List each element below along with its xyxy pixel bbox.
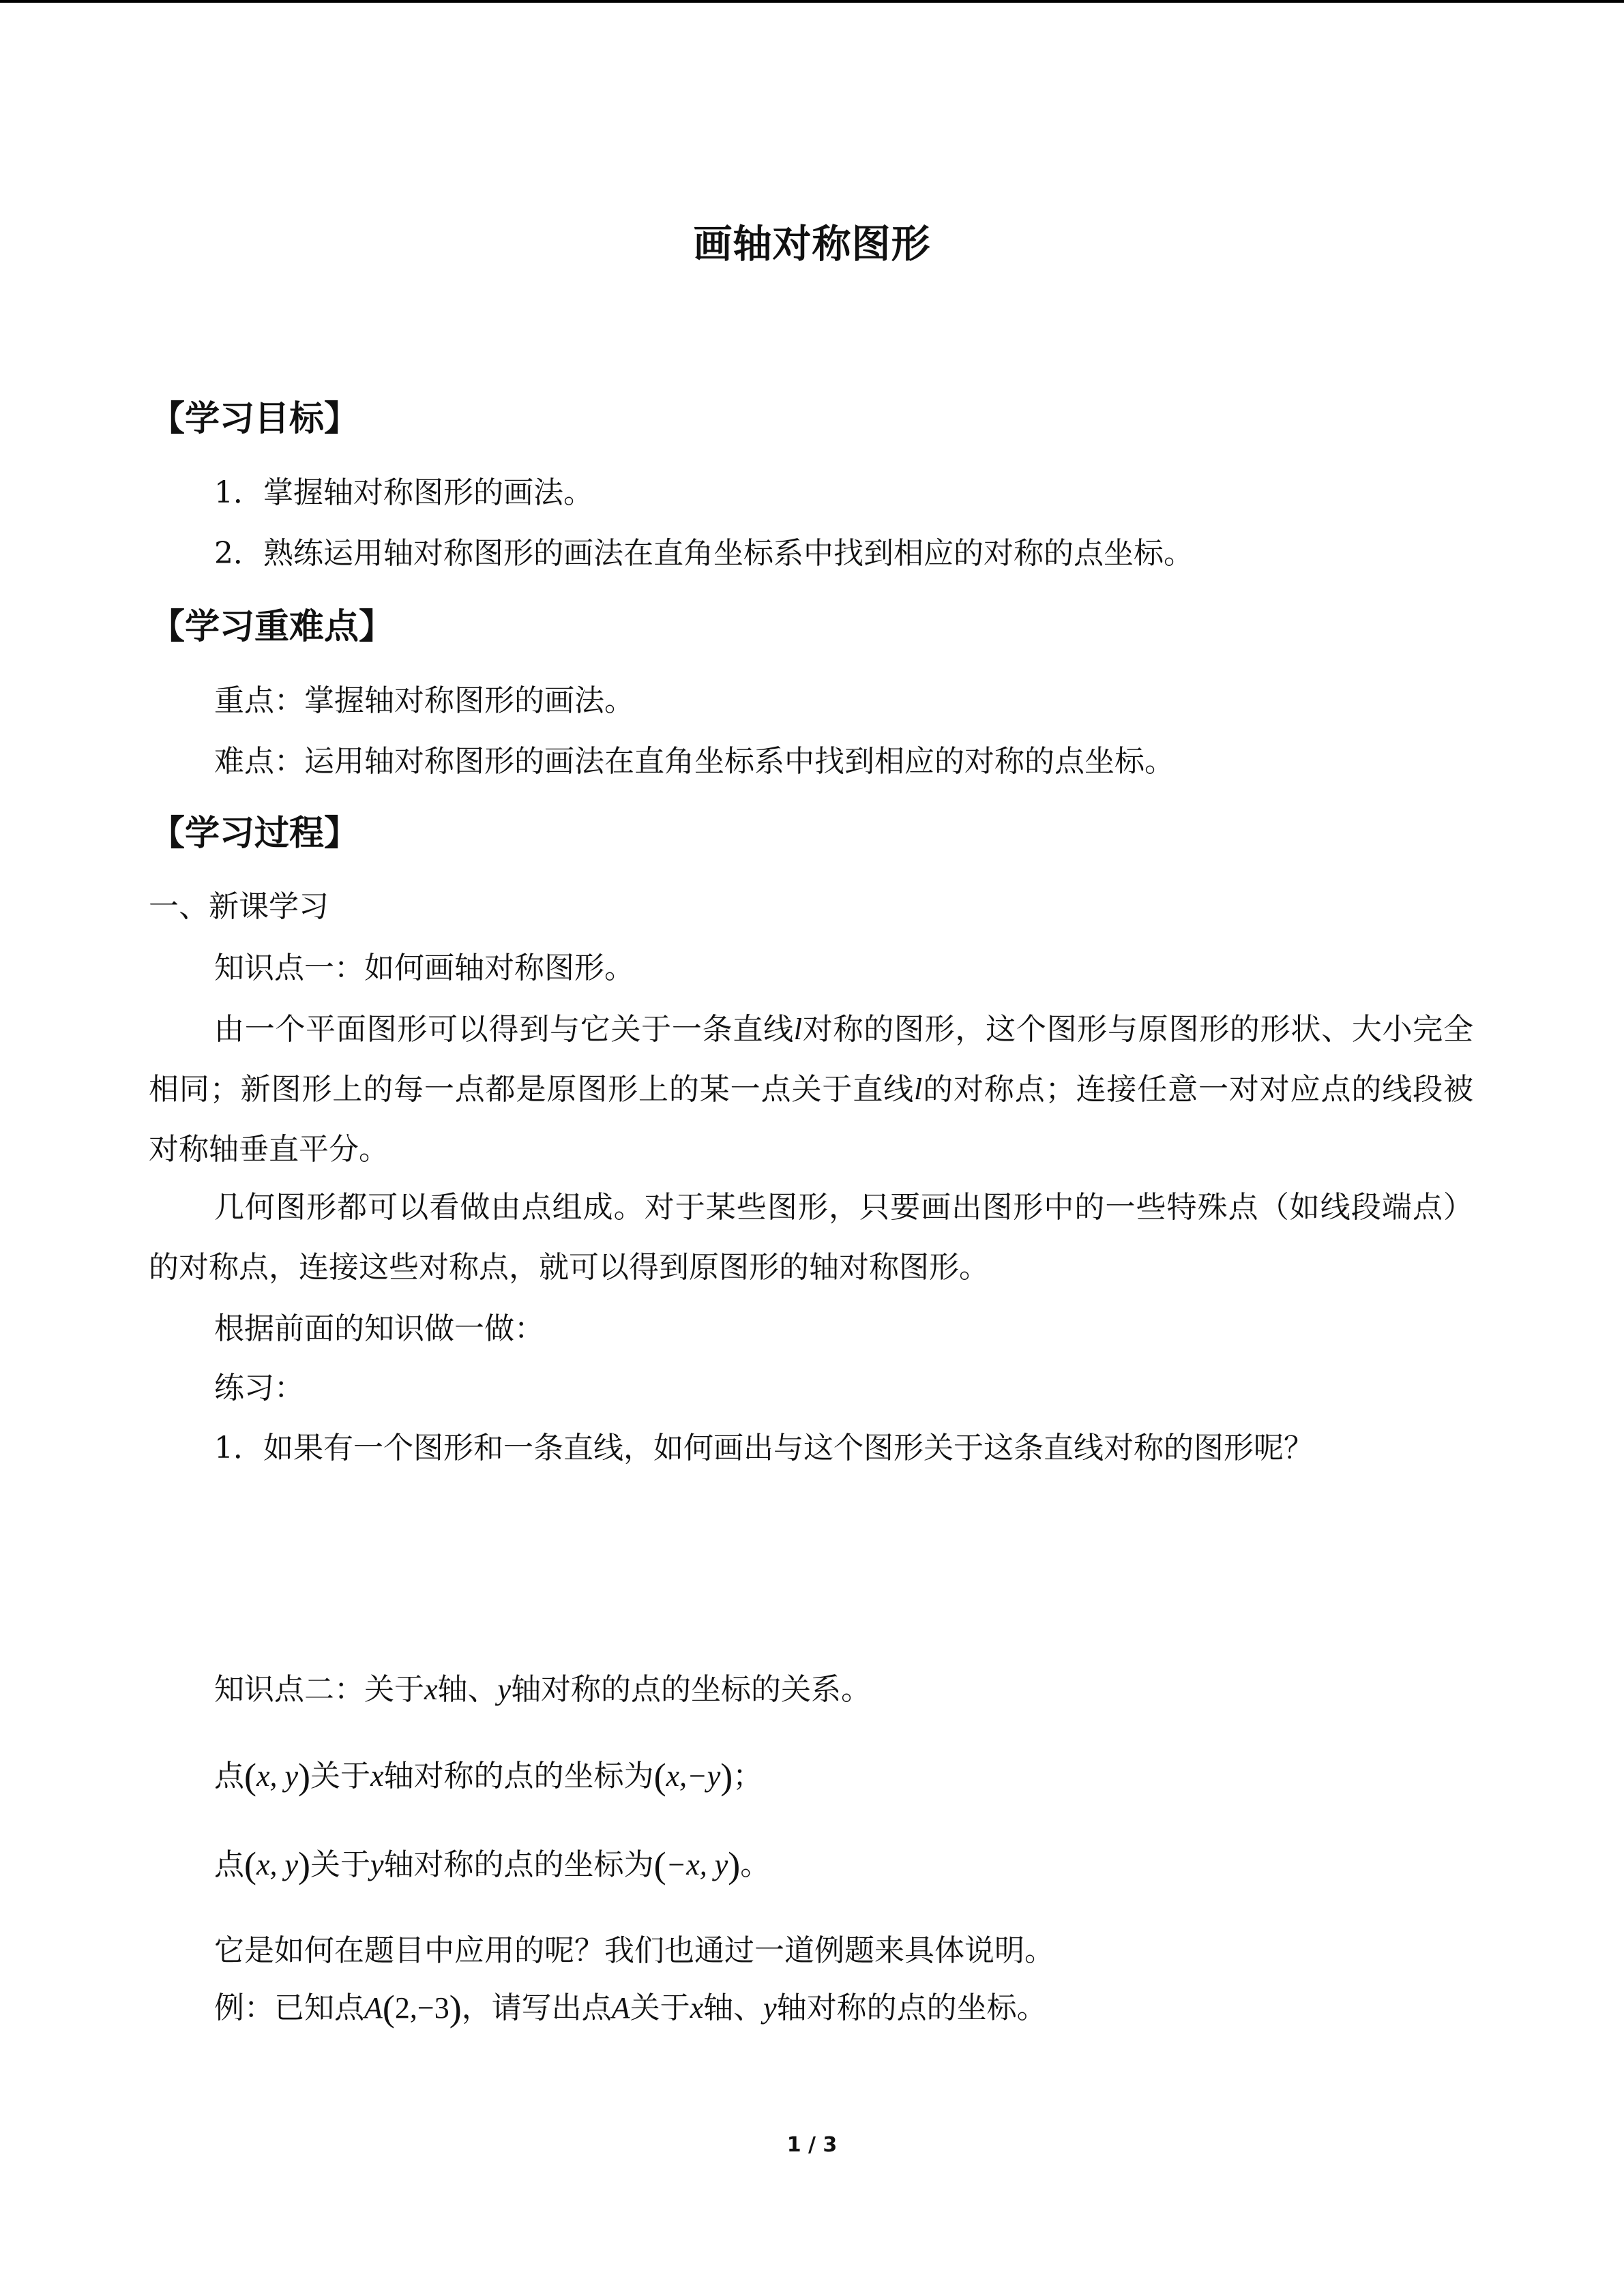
rule-y-axis-symmetry <box>214 1845 770 1885</box>
practice-question-1: 1．如果有一个图形和一条直线，如何画出与这个图形关于这条直线对称的图形呢？ <box>214 1431 1314 1465</box>
paren-open: ( <box>382 1988 395 2029</box>
page-number: 1 / 3 <box>786 2133 838 2157</box>
math-result: x,−y <box>666 1759 721 1793</box>
goal-item-2: 2．熟练运用轴对称图形的画法在直角坐标系中找到相应的对称的点坐标。 <box>214 536 1194 571</box>
paragraph-geometric-figures: 几何图形都可以看做由点组成。对于某些图形，只要画出图形中的一些特殊点（如线段端点）的对称点，连接这些对称点，就可以得到原图形的轴对称图形。 <box>149 1190 1473 1285</box>
document-title: 画轴对称图形 <box>693 222 931 267</box>
text: 轴、 <box>437 1672 498 1707</box>
do-it-prompt: 根据前面的知识做一做： <box>214 1311 544 1346</box>
text: 点 <box>214 1759 244 1793</box>
paren-close: ) <box>449 1988 462 2029</box>
math-y: y <box>497 1673 512 1706</box>
text: 关于 <box>310 1759 371 1793</box>
text: 例：已知点 <box>214 1991 364 2025</box>
text: 轴对称的点的坐标的关系。 <box>511 1672 872 1707</box>
math-x: x <box>690 1991 704 2025</box>
math-axis: y <box>370 1848 384 1881</box>
math-point-coords: 2,−3 <box>394 1991 449 2025</box>
math-point-name: A <box>364 1991 383 2025</box>
math-y: y <box>763 1991 777 2025</box>
example-problem <box>214 1988 1047 2029</box>
paragraph-text: 由一个平面图形可以得到与它关于一条直线 <box>214 1012 794 1047</box>
section-heading-goals: 【学习目标】 <box>150 399 359 439</box>
text: 轴、 <box>703 1991 764 2025</box>
goal-item-1: 1．掌握轴对称图形的画法。 <box>214 475 593 510</box>
text: 轴对称的点的坐标为 <box>383 1847 654 1882</box>
key-point-difficulty: 难点：运用轴对称图形的画法在直角坐标系中找到相应的对称的点坐标。 <box>214 744 1175 779</box>
math-result: −x, y <box>666 1848 728 1881</box>
paren-open: ( <box>653 1845 666 1885</box>
text: 知识点二：关于 <box>214 1672 424 1707</box>
math-point-name: A <box>611 1991 630 2025</box>
math-point: x, y <box>256 1848 299 1881</box>
key-point-focus: 重点：掌握轴对称图形的画法。 <box>214 683 634 718</box>
paren-open: ( <box>244 1756 256 1797</box>
paren-close: ) <box>298 1756 311 1797</box>
text: ，请写出点 <box>461 1991 612 2025</box>
paren-close: ) <box>298 1845 311 1885</box>
paragraph-text: 的对称点；连接任意一对对应点的线段被对称轴垂直平分。 <box>149 1072 1474 1167</box>
paragraph-text: 对称的图形，这个图形与原图形的形状、大小完全相同；新图形上的每一点都是原图形上的某一点关于直线 <box>149 1012 1474 1107</box>
math-axis: x <box>370 1759 384 1793</box>
paren-close: ) <box>720 1756 733 1797</box>
text: 点 <box>214 1847 244 1882</box>
text: ； <box>733 1759 763 1793</box>
paren-open: ( <box>244 1845 256 1885</box>
paren-open: ( <box>653 1756 666 1797</box>
paragraph-symmetry-definition <box>149 1000 1473 1180</box>
practice-label: 练习： <box>214 1371 304 1405</box>
section-heading-process: 【学习过程】 <box>150 814 359 854</box>
knowledge-point-2-title <box>214 1669 871 1710</box>
rule-x-axis-symmetry <box>214 1756 763 1797</box>
text: 关于 <box>630 1991 690 2025</box>
text: 。 <box>740 1847 771 1882</box>
line-symbol-l: l <box>913 1073 923 1106</box>
paren-close: ) <box>728 1845 741 1885</box>
math-point: x, y <box>256 1759 299 1793</box>
math-x: x <box>424 1673 438 1706</box>
section-heading-key-points: 【学习重难点】 <box>150 607 394 647</box>
text: 轴对称的点的坐标。 <box>776 1991 1047 2025</box>
text: 关于 <box>310 1847 371 1882</box>
part-heading-new-lesson: 一、新课学习 <box>149 889 329 924</box>
line-symbol-l: l <box>793 1013 803 1046</box>
knowledge-point-1-title: 知识点一：如何画轴对称图形。 <box>214 951 634 985</box>
application-intro: 它是如何在题目中应用的呢？我们也通过一道例题来具体说明。 <box>214 1933 1054 1968</box>
text: 轴对称的点的坐标为 <box>383 1759 654 1793</box>
